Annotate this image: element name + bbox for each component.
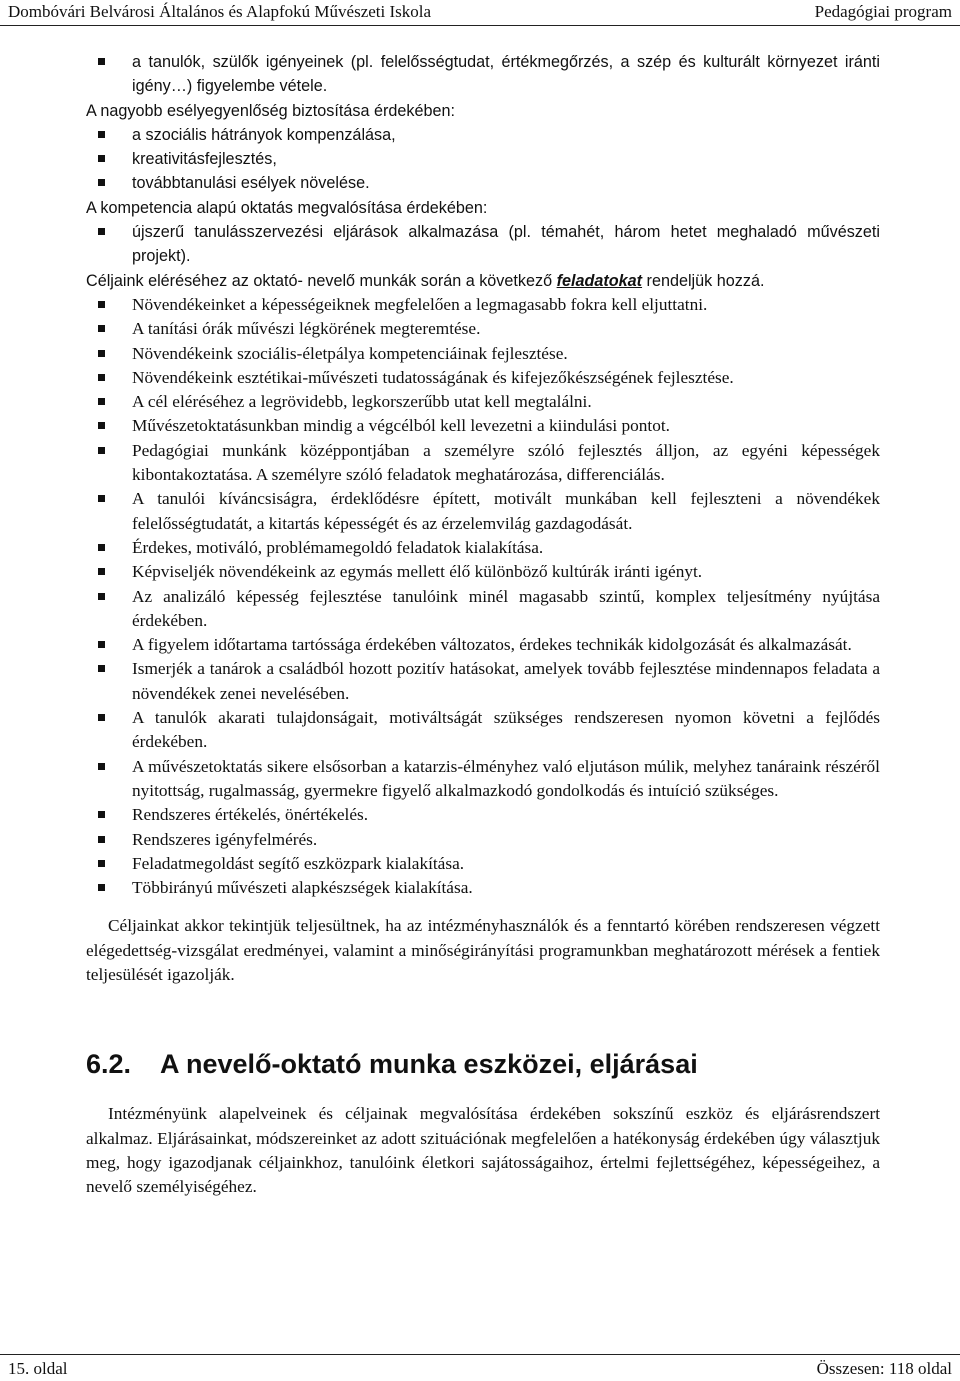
task-list-item: A művészetoktatás sikere elsősorban a katarzis-élményhez való eljutáson múlik, melyhez tanáraink részéről nyitottság, rugalmasság, gyermekre figyelő alkalmazkodó gondolkodás és intuíció szükséges. — [86, 755, 880, 804]
task-list-item: A tanulói kíváncsiságra, érdeklődésre épített, motivált munkában kell fejleszteni a növendékek felelősségtudatát, a kitartás képességét és az érzelemvilág gazdagodását. — [86, 487, 880, 536]
section-number: 6.2. — [86, 1049, 132, 1080]
task-list — [86, 293, 880, 900]
section-heading — [86, 1044, 880, 1084]
task-list-item: Növendékeink szociális-életpálya kompetenciáinak fejlesztése. — [86, 342, 880, 366]
task-list-item: Többirányú művészeti alapkészségek kialakítása. — [86, 876, 880, 900]
subheading-equal-opportunity: A nagyobb esélyegyenlőség biztosítása érdekében: — [86, 101, 455, 120]
task-list-item: A figyelem időtartama tartóssága érdekében változatos, érdekes technikák kidolgozását és alkalmazását. — [86, 633, 880, 657]
task-list-item: A tanítási órák művészi légkörének megteremtése. — [86, 317, 880, 341]
section-title: A nevelő-oktató munka eszközei, eljárásai — [160, 1049, 698, 1080]
task-list-item: Rendszeres értékelés, önértékelés. — [86, 803, 880, 827]
page-content — [86, 50, 880, 1199]
task-list-item: A cél eléréséhez a legrövidebb, legkorszerűbb utat kell megtalálni. — [86, 390, 880, 414]
section-paragraph: Intézményünk alapelveinek és céljainak megvalósítása érdekében sokszínű eszköz és eljárásrendszert alkalmaz. Eljárásainkat, módszereinket az adott szituációnak megfelelően a hatékonyság érdekében úgy választjuk meg, hogy igazodjanak céljainkhoz, tanulóink életkori sajátosságaihoz, értelmi fejlettségéhez, képességeihez, a nevelő személyiségéhez. — [86, 1104, 880, 1197]
total-pages: Összesen: 118 oldal — [816, 1359, 952, 1378]
closing-paragraph: Céljainkat akkor tekintjük teljesültnek, ha az intézményhasználók és a fenntartó körében rendszeresen végzett elégedettség-vizsgálat eredményei, valamint a minőségirányítási programunkban meghatározott mérések a fentiek teljesülését igazolják. — [86, 916, 880, 984]
task-list-item: Növendékeinket a képességeiknek megfelelően a legmagasabb fokra kell eljuttatni. — [86, 293, 880, 317]
page-number: 15. oldal — [8, 1359, 68, 1378]
task-list-item: Az analizáló képesség fejlesztése tanulóink minél magasabb szintű, komplex teljesítmény nyújtása érdekében. — [86, 585, 880, 634]
bullet-item: kreativitásfejlesztés, — [86, 147, 880, 171]
page-header — [0, 0, 960, 26]
bullet-item: a szociális hátrányok kompenzálása, — [86, 123, 880, 147]
task-list-item: Érdekes, motiváló, problémamegoldó feladatok kialakítása. — [86, 536, 880, 560]
task-list-item: Pedagógiai munkánk középpontjában a személyre szóló fejlesztés álljon, az egyéni képességek kibontakoztatása. A személyre szóló feladatok meghatározása, differenciálás. — [86, 439, 880, 488]
task-list-item: Ismerjék a tanárok a családból hozott pozitív hatásokat, amelyek tovább fejlesztése mindennapos feladata a növendékek zenei nevelésében. — [86, 657, 880, 706]
bullet-item: újszerű tanulásszervezési eljárások alkalmazása (pl. témahét, három hetet meghaladó művészeti projekt). — [86, 220, 880, 269]
task-list-item: Képviseljék növendékeink az egymás mellett élő különböző kultúrák iránti igényt. — [86, 560, 880, 584]
task-list-item: Növendékeink esztétikai-művészeti tudatosságának és kifejezőkészségének fejlesztése. — [86, 366, 880, 390]
bullet-item: továbbtanulási esélyek növelése. — [86, 171, 880, 195]
tasks-intro: Céljaink eléréséhez az oktató- nevelő munkák során a következő feladatokat rendeljük hozzá. — [86, 271, 765, 290]
task-list-item: Művészetoktatásunkban mindig a végcélból kell levezetni a kiindulási pontot. — [86, 414, 880, 438]
bullet-item: a tanulók, szülők igényeinek (pl. felelősségtudat, értékmegőrzés, a szép és kulturált környezet iránti igény…) figyelembe vétele. — [86, 50, 880, 99]
task-list-item: A tanulók akarati tulajdonságait, motiváltságát szükséges rendszeresen nyomon követni a fejlődés érdekében. — [86, 706, 880, 755]
tasks-emphasis: feladatokat — [556, 271, 643, 290]
page-footer — [0, 1354, 960, 1381]
task-list-item: Feladatmegoldást segítő eszközpark kialakítása. — [86, 852, 880, 876]
task-list-item: Rendszeres igényfelmérés. — [86, 828, 880, 852]
header-school-name: Dombóvári Belvárosi Általános és Alapfokú Művészeti Iskola — [8, 2, 432, 21]
header-document-title: Pedagógiai program — [814, 2, 952, 21]
subheading-competency: A kompetencia alapú oktatás megvalósítása érdekében: — [86, 198, 488, 217]
